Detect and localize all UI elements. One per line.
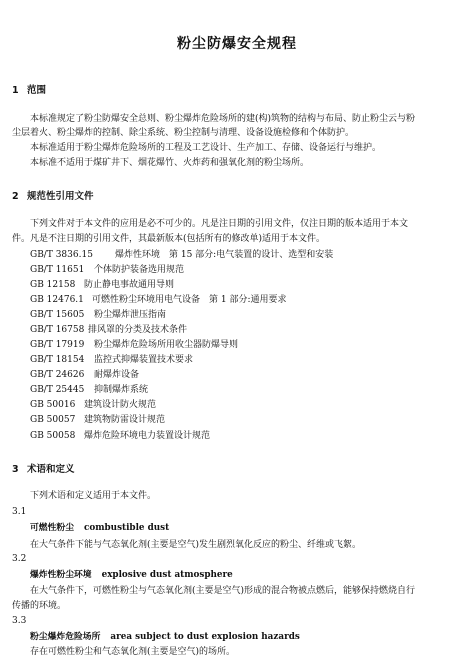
reference-item [30, 414, 165, 426]
reference-code: GB 50057 [30, 415, 76, 425]
paragraph-line: 下列术语和定义适用于本文件。 [30, 491, 157, 501]
reference-title: 建筑设计防火规范 [84, 400, 157, 410]
reference-item [30, 249, 333, 261]
reference-item [30, 430, 210, 442]
reference-code: GB 50058 [30, 431, 76, 441]
section-number: 3 [12, 464, 19, 475]
reference-item [30, 369, 139, 381]
reference-title: 爆炸性环境 第 15 部分:电气装置的设计、选型和安装 [115, 250, 334, 260]
term-number: 3.2 [12, 554, 27, 564]
reference-title: 爆炸危险环境电力装置设计规范 [84, 431, 211, 441]
reference-item [30, 309, 166, 321]
term-en: explosive dust atmosphere [101, 570, 233, 580]
term-definition: 存在可燃性粉尘和气态氧化剂(主要是空气)的场所。 [30, 647, 236, 657]
reference-code: GB 50016 [30, 400, 76, 410]
reference-code: GB/T 18154 [30, 355, 85, 365]
reference-item [30, 399, 156, 411]
term-heading [30, 522, 169, 534]
term-heading [30, 569, 233, 581]
reference-title: 个体防护装备选用规范 [94, 265, 185, 275]
reference-item [30, 264, 184, 276]
reference-item [30, 294, 286, 306]
section-number: 1 [12, 85, 19, 96]
reference-title: 粉尘爆炸泄压指南 [94, 310, 167, 320]
reference-code: GB/T 25445 [30, 385, 85, 395]
reference-code: GB/T 3836.15 [30, 250, 93, 260]
term-definition: 在大气条件下能与气态氧化剂(主要是空气)发生剧烈氧化反应的粉尘、纤维或飞絮。 [30, 540, 362, 550]
term-number: 3.1 [12, 507, 27, 517]
reference-item [30, 324, 187, 336]
reference-title: 可燃性粉尘环境用电气设备 第 1 部分:通用要求 [92, 295, 287, 305]
section-title: 术语和定义 [27, 464, 75, 475]
term-number: 3.3 [12, 616, 27, 626]
reference-title: 防止静电事故通用导则 [84, 280, 175, 290]
paragraph-line: 件。凡是不注日期的引用文件，其最新版本(包括所有的修改单)适用于本文件。 [12, 234, 326, 244]
reference-item [30, 354, 193, 366]
reference-title: 耐爆炸设备 [94, 370, 140, 380]
section-1-heading [12, 82, 46, 96]
reference-code: GB/T 17919 [30, 340, 85, 350]
term-definition: 传播的环境。 [12, 601, 67, 611]
reference-title: 粉尘爆炸危险场所用收尘器防爆导则 [94, 340, 239, 350]
reference-title: 抑制爆炸系统 [94, 385, 149, 395]
reference-code: GB/T 15605 [30, 310, 85, 320]
reference-item [30, 339, 238, 351]
term-zh: 爆炸性粉尘环境 [30, 570, 92, 580]
reference-code: GB 12476.1 [30, 295, 84, 305]
term-en: area subject to dust explosion hazards [110, 632, 300, 642]
reference-code: GB 12158 [30, 280, 76, 290]
term-zh: 粉尘爆炸危险场所 [30, 632, 101, 642]
document-title: 粉尘防爆安全规程 [177, 36, 297, 52]
reference-code: GB/T 24626 [30, 370, 85, 380]
term-heading [30, 631, 300, 643]
section-2-heading [12, 188, 94, 202]
term-en: combustible dust [84, 523, 170, 533]
term-zh: 可燃性粉尘 [30, 523, 74, 533]
reference-title: 排风罩的分类及技术条件 [88, 325, 188, 335]
term-definition: 在大气条件下，可燃性粉尘与气态氧化剂(主要是空气)形成的混合物被点燃后，能够保持燃烧自行 [30, 586, 416, 596]
reference-title: 建筑物防雷设计规范 [84, 415, 166, 425]
paragraph-line: 下列文件对于本文件的应用是必不可少的。凡是注日期的引用文件，仅注日期的版本适用于本文 [30, 219, 409, 229]
paragraph-line: 本标准适用于粉尘爆炸危险场所的工程及工艺设计、生产加工、存储、设备运行与维护。 [30, 143, 382, 153]
section-3-heading [12, 461, 75, 475]
reference-code: GB/T 11651 [30, 265, 85, 275]
section-number: 2 [12, 191, 19, 202]
paragraph-line: 本标准规定了粉尘防爆安全总则、粉尘爆炸危险场所的建(构)筑物的结构与布局、防止粉尘云与粉 [30, 114, 416, 124]
paragraph-line: 尘层着火、粉尘爆炸的控制、除尘系统、粉尘控制与清理、设备设施检修和个体防护。 [12, 128, 355, 138]
reference-item [30, 384, 148, 396]
section-title: 规范性引用文件 [27, 191, 94, 202]
reference-title: 监控式抑爆装置技术要求 [94, 355, 194, 365]
reference-item [30, 279, 174, 291]
paragraph-line: 本标准不适用于煤矿井下、烟花爆竹、火炸药和强氧化剂的粉尘场所。 [30, 158, 310, 168]
section-title: 范围 [27, 85, 47, 96]
reference-code: GB/T 16758 [30, 325, 85, 335]
